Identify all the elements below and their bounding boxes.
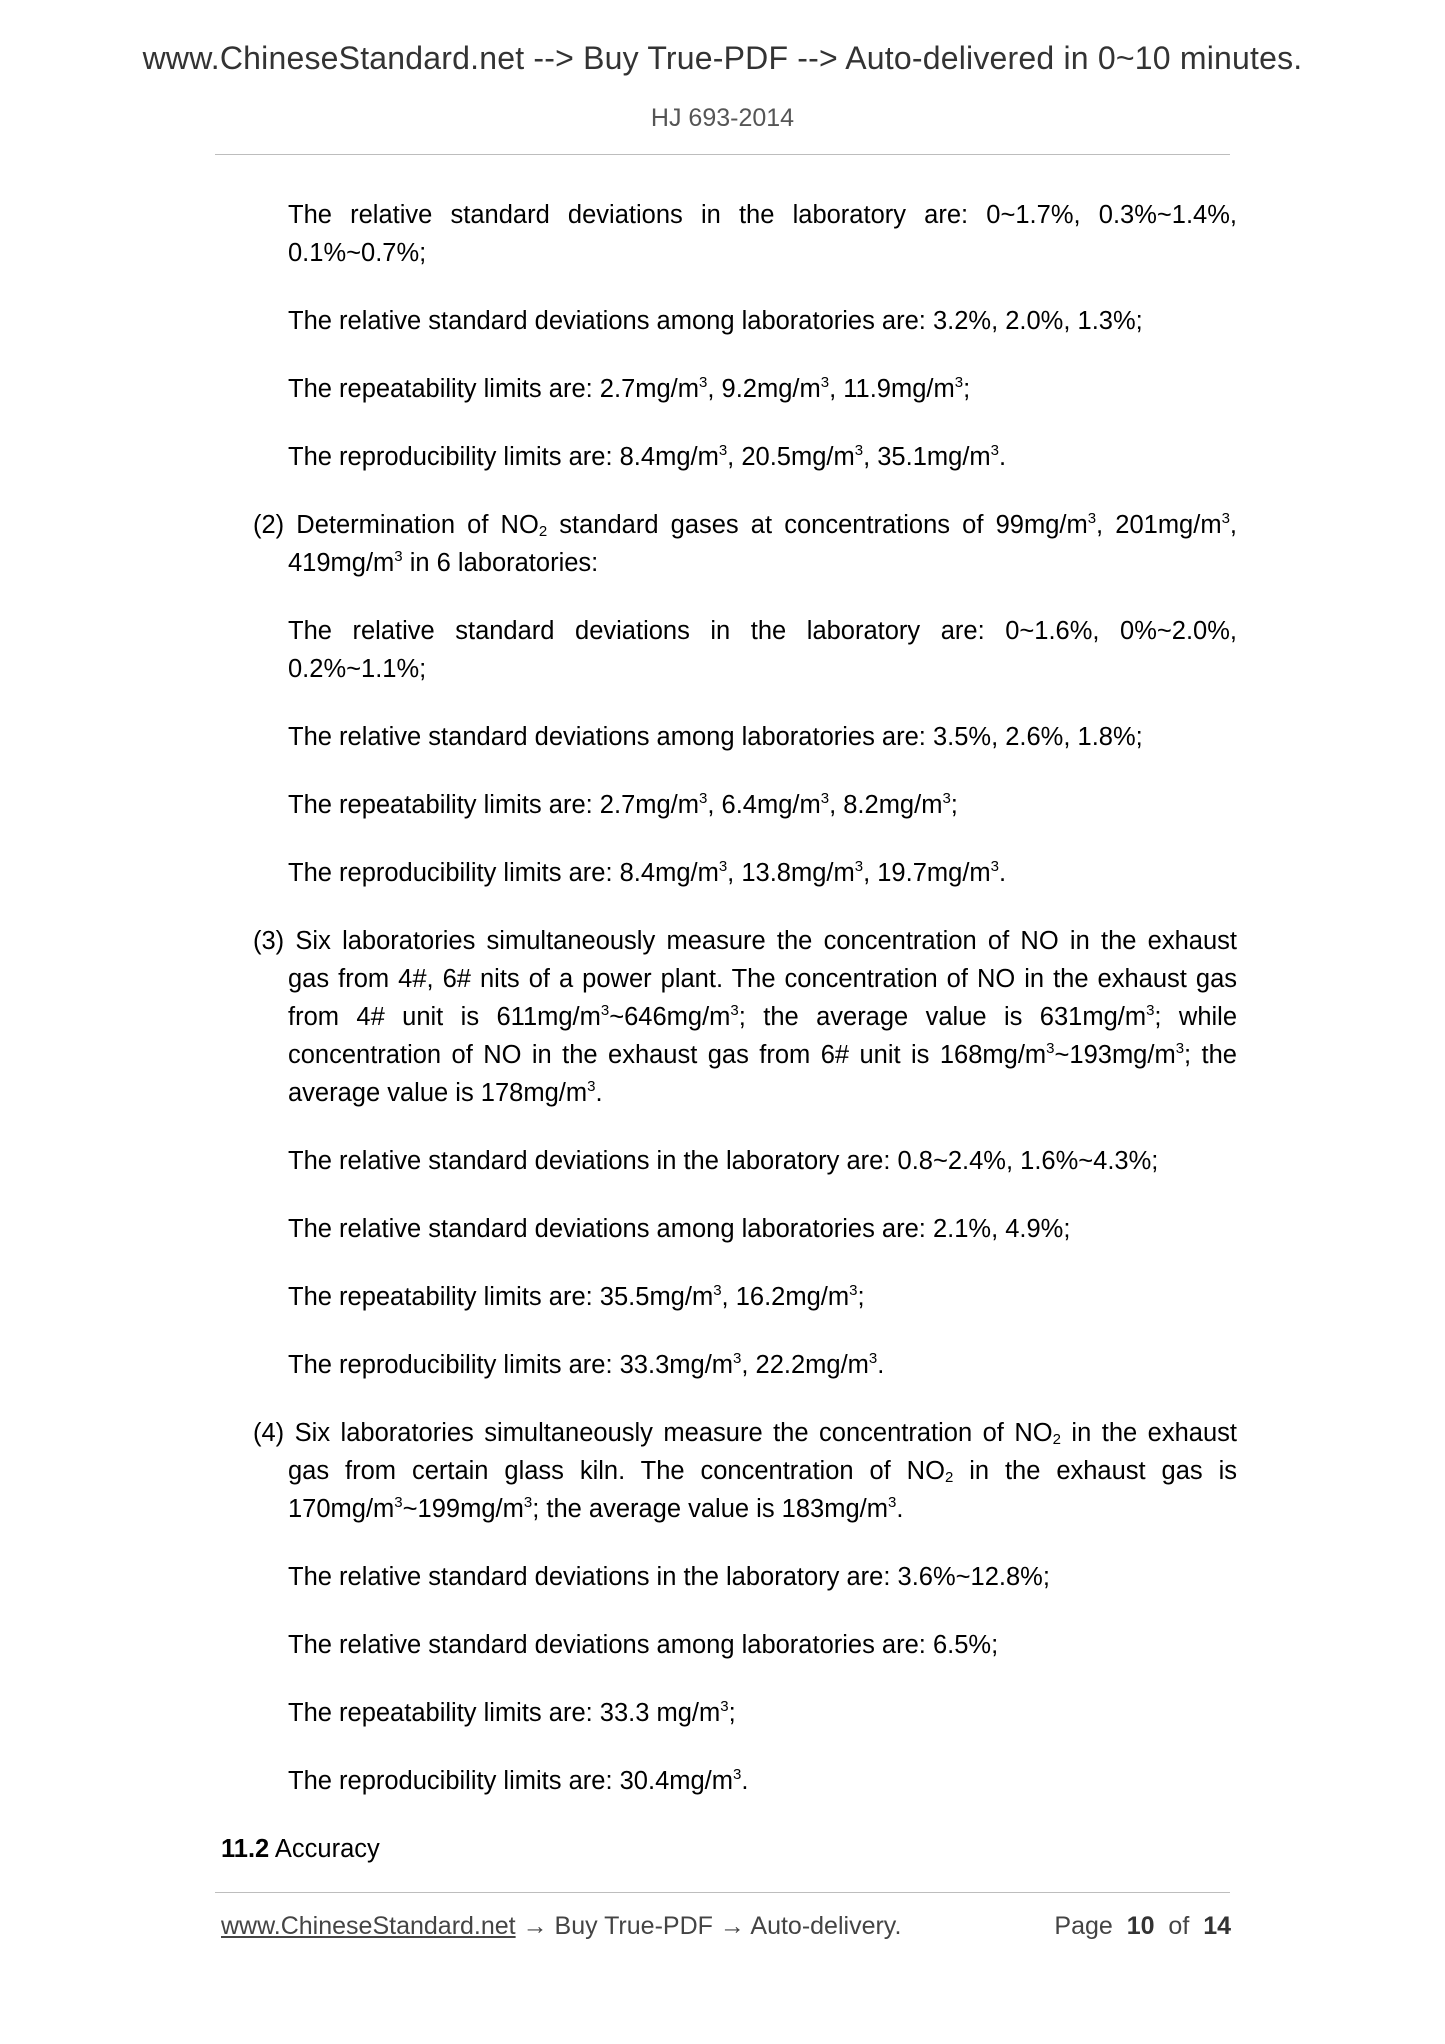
g2-intro: (2) Determination of $NO_2$ standard gases at concentrations of $99mg/m^3$, $201mg/m^3$, $419mg/m^3$ in 6 laboratories: xyxy=(253,510,1237,577)
g1-repeatability: The repeatability limits are: $2.7mg/m^3$, $9.2mg/m^3$, $11.9mg/m^3$; xyxy=(288,374,971,403)
page-indicator: Page 10 of 14 xyxy=(1054,1912,1231,1940)
g3-rsd-among: The relative standard deviations among laboratories are: 2.1%, 4.9%; xyxy=(288,1215,1071,1243)
g3-intro: (3) Six laboratories simultaneously measure the concentration of NO in the exhaust gas from 4#, 6# nits of a power plant. The concentration of NO in the exhaust gas from 4# unit is $611mg/m^3\sim 646mg/m^3$; the average value is $631mg/m^3$; while concentration of NO in the exhaust gas from 6# unit is $168mg/m^3\sim 193mg/m^3$; the average value is $178mg/m^3$. xyxy=(253,927,1238,1107)
g1-rsd-within: The relative standard deviations in the laboratory are: 0~1.7%, 0.3%~1.4%, 0.1%~0.7%; xyxy=(288,201,1237,267)
g3-rsd-within: The relative standard deviations in the laboratory are: 0.8~2.4%, 1.6%~4.3%; xyxy=(288,1147,1159,1175)
section-number: 11.2 xyxy=(221,1835,270,1863)
page-number: 10 xyxy=(1126,1912,1155,1940)
g2-repeatability: The repeatability limits are: $2.7mg/m^3$, $6.4mg/m^3$, $8.2mg/m^3$; xyxy=(288,790,958,819)
g2-reproducibility: The reproducibility limits are: $8.4mg/m^3$, $13.8mg/m^3$, $19.7mg/m^3$. xyxy=(288,858,1007,887)
footer-divider xyxy=(215,1892,1230,1893)
g1-rsd-among: The relative standard deviations among laboratories are: 3.2%, 2.0%, 1.3%; xyxy=(288,307,1143,335)
g2-rsd-among: The relative standard deviations among laboratories are: 3.5%, 2.6%, 1.8%; xyxy=(288,723,1143,751)
g3-reproducibility: The reproducibility limits are: $33.3mg/m^3$, $22.2mg/m^3$. xyxy=(288,1350,885,1379)
footer-link[interactable]: www.ChineseStandard.net xyxy=(221,1912,516,1940)
g4-reproducibility: The reproducibility limits are: $30.4mg/m^3$. xyxy=(288,1766,749,1795)
header-divider xyxy=(215,154,1230,155)
top-banner: www.ChineseStandard.net --> Buy True-PDF --> Auto-delivered in 0~10 minutes. xyxy=(142,40,1303,76)
section-title: Accuracy xyxy=(274,1835,380,1863)
page-total: 14 xyxy=(1203,1912,1231,1940)
g2-rsd-within: The relative standard deviations in the laboratory are: 0~1.6%, 0%~2.0%, 0.2%~1.1%; xyxy=(288,617,1237,683)
g4-repeatability: The repeatability limits are: 33.3 $mg/m^3$; xyxy=(288,1698,736,1727)
g3-repeatability: The repeatability limits are: $35.5mg/m^3$, $16.2mg/m^3$; xyxy=(288,1282,865,1311)
page-footer xyxy=(221,1912,1231,1941)
g4-rsd-within: The relative standard deviations in the laboratory are: 3.6%~12.8%; xyxy=(288,1563,1050,1591)
g1-reproducibility: The reproducibility limits are: $8.4mg/m^3$, $20.5mg/m^3$, $35.1mg/m^3$. xyxy=(288,442,1007,471)
g4-intro: (4) Six laboratories simultaneously measure the concentration of $NO_2$ in the exhaust gas from certain glass kiln. The concentration of $NO_2$ in the exhaust gas is $170mg/m^3\sim 199mg/m^3$; the average value is $183mg/m^3$. xyxy=(253,1419,1237,1523)
document-body xyxy=(221,196,1238,1868)
standard-number: HJ 693-2014 xyxy=(650,104,795,132)
section-heading xyxy=(221,1830,1237,1868)
footer-text: → Buy True-PDF → Auto-delivery. xyxy=(515,1912,902,1940)
g4-rsd-among: The relative standard deviations among laboratories are: 6.5%; xyxy=(288,1631,999,1659)
